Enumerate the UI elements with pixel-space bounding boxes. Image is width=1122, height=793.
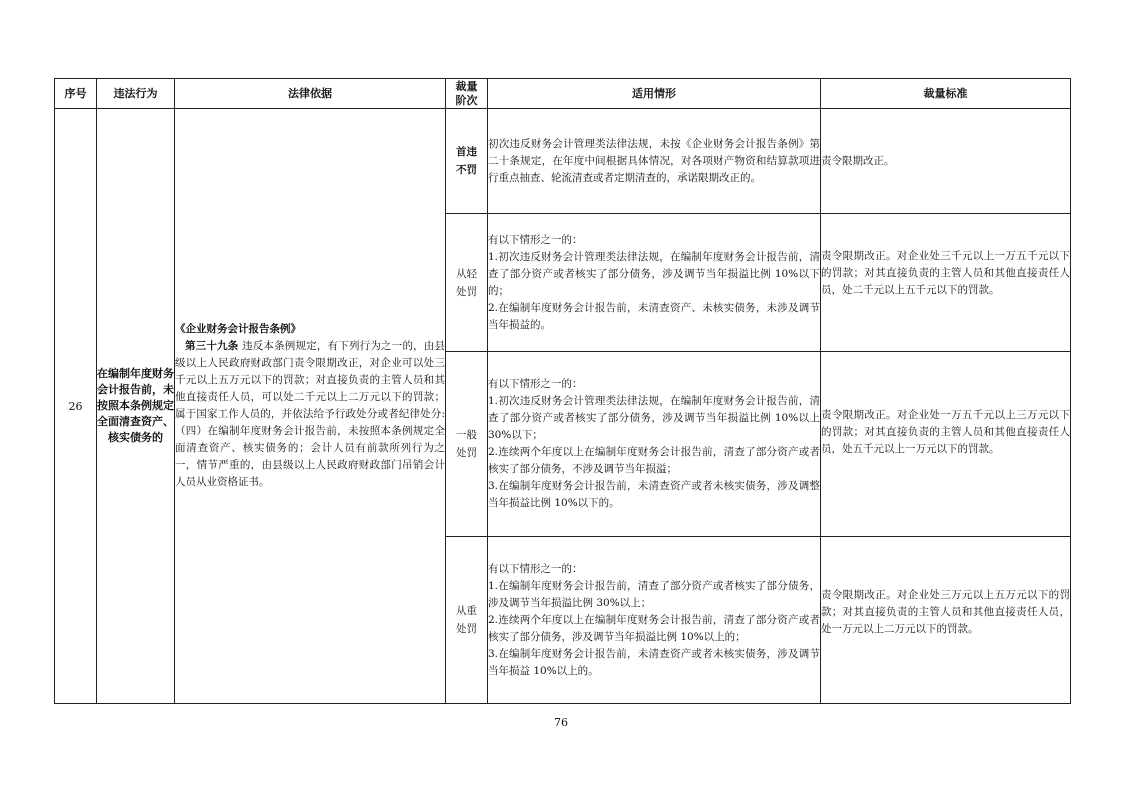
standard-0 — [821, 109, 1071, 214]
header-case: 适用情形 — [488, 79, 821, 109]
case-3-line-1: 1.在编制年度财务会计报告前，清查了部分资产或者核实了部分债务，涉及调节当年损溢比例 30%以上； — [488, 579, 820, 609]
penalty-discretion-table — [54, 78, 1071, 704]
standard-1 — [821, 214, 1071, 352]
header-level: 裁量阶次 — [446, 79, 488, 109]
table-row — [55, 109, 1071, 214]
page-number: 76 — [554, 716, 568, 729]
header-basis: 法律依据 — [175, 79, 446, 109]
case-1-line-0: 有以下情形之一的： — [488, 233, 583, 246]
legal-basis-text: 违反本条例规定，有下列行为之一的，由县级以上人民政府财政部门责令限期改正，对企业可以处三千元以上五万元以下的罚款；对直接负责的主管人员和其他直接责任人员，可以处二千元以上二万元以下的罚款；属于国家工作人员的，并依法给予行政处分或者纪律处分:（四）在编制年度财务会计报告前，未按照本条例规定全面清查资产、核实债务的；会计人员有前款所列行为之一，情节严重的，由县级以上人民政府财政部门吊销会计人员从业资格证书。 — [175, 340, 446, 488]
level-3: 从重处罚 — [446, 537, 488, 704]
case-0-line-0: 初次违反财务会计管理类法律法规，未按《企业财务会计报告条例》第二十条规定，在年度中间根据具体情况，对各项财产物资和结算款项进行重点抽查、轮流清查或者定期清查的，承诺限期改正的。 — [488, 137, 820, 184]
legal-basis-body — [175, 338, 445, 491]
case-2-line-3: 3.在编制年度财务会计报告前，未清查资产或者未核实债务，涉及调整当年损益比例 10%以下的。 — [488, 480, 820, 509]
legal-basis-article: 第三十九条 — [185, 340, 239, 352]
level-2: 一般处罚 — [446, 352, 488, 537]
standard-3 — [821, 537, 1071, 704]
standard-3-text: 责令限期改正。对企业处三万元以上五万元以下的罚款；对其直接负责的主管人员和其他直接责任人员，处一万元以上二万元以下的罚款。 — [821, 589, 1070, 635]
case-3-line-0: 有以下情形之一的： — [488, 562, 583, 575]
case-2-line-2: 2.连续两个年度以上在编制年度财务会计报告前，清查了部分资产或者核实了部分债务，不涉及调节当年损溢； — [488, 446, 820, 475]
violation-act: 在编制年度财务会计报告前，未按照本条例规定全面清查资产、核实债务的 — [97, 109, 175, 704]
level-1: 从轻处罚 — [446, 214, 488, 352]
header-act: 违法行为 — [97, 79, 175, 109]
standard-0-text: 责令限期改正。 — [821, 154, 895, 167]
legal-basis — [175, 109, 446, 704]
standard-2-text: 责令限期改正。对企业处一万五千元以上三万元以下的罚款；对其直接负责的主管人员和其他直接责任人员，处五千元以上一万元以下的罚款。 — [821, 409, 1070, 455]
legal-basis-title: 《企业财务会计报告条例》 — [175, 323, 301, 335]
case-1-line-2: 2.在编制年度财务会计报告前，未清查资产、未核实债务，未涉及调节当年损益的。 — [488, 301, 820, 331]
case-1-line-1: 1.初次违反财务会计管理类法律法规，在编制年度财务会计报告前，清查了部分资产或者核实了部分债务，涉及调节当年损溢比例 10%以下的； — [488, 250, 820, 297]
case-1 — [488, 214, 821, 352]
case-3-line-3: 3.在编制年度财务会计报告前，未清查资产或者未核实债务，涉及调节当年损益 10%以上的。 — [488, 647, 820, 677]
row-seq: 26 — [55, 109, 97, 704]
case-3-line-2: 2.连续两个年度以上在编制年度财务会计报告前，清查了部分资产或者核实了部分债务，涉及调节当年损溢比例 10%以上的； — [488, 613, 820, 643]
case-2 — [488, 352, 821, 537]
level-0: 首违不罚 — [446, 109, 488, 214]
header-standard: 裁量标准 — [821, 79, 1071, 109]
case-0 — [488, 109, 821, 214]
case-3 — [488, 537, 821, 704]
standard-1-text: 责令限期改正。对企业处三千元以上一万五千元以下的罚款；对其直接负责的主管人员和其他直接责任人员，处二千元以上五千元以下的罚款。 — [821, 250, 1070, 296]
header-seq: 序号 — [55, 79, 97, 109]
standard-2 — [821, 352, 1071, 537]
case-2-line-1: 1.初次违反财务会计管理类法律法规，在编制年度财务会计报告前，清查了部分资产或者核实了部分债务，涉及调节当年损溢比例 10%以上 30%以下； — [488, 395, 820, 441]
case-2-line-0: 有以下情形之一的： — [488, 378, 583, 390]
header-row — [55, 79, 1071, 109]
